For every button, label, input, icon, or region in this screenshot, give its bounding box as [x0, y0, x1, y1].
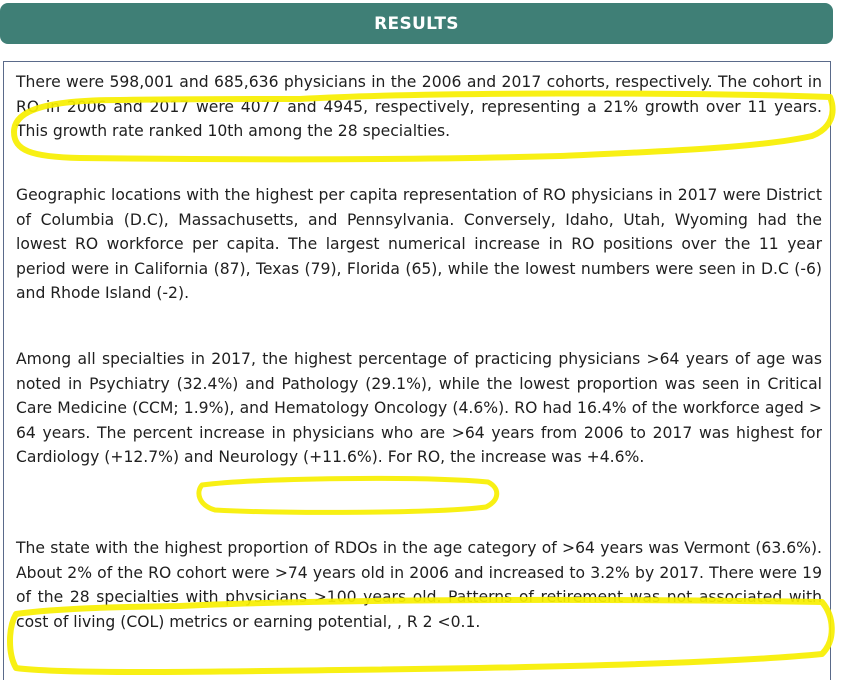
paragraph-retirement-patterns: The state with the highest proportion of RDOs in the age category of >64 years was Vermont (63.6%). About 2% of the RO cohort were >74 years old in 2006 and increased to 3.2% by 2017. There were 19 of the 28 specialties with physicians >100 years old. Patterns of retirement was not associated with cost of living (COL) metrics or earning potential, , R 2 <0.1.	[16, 539, 822, 631]
results-title: RESULTS	[374, 13, 459, 34]
results-header-bar	[0, 3, 833, 44]
paragraph-age-specialties: Among all specialties in 2017, the highest percentage of practicing physicians >64 years of age was noted in Psychiatry (32.4%) and Pathology (29.1%), while the lowest proportion was seen in Critical Care Medicine (CCM; 1.9%), and Hematology Oncology (4.6%). RO had 16.4% of the workforce aged > 64 years. The percent increase in physicians who are >64 years from 2006 to 2017 was highest for Cardiology (+12.7%) and Neurology (+11.6%). For RO, the increase was +4.6%.	[16, 350, 822, 467]
results-content-box	[3, 61, 831, 680]
paragraph-geographic-locations: Geographic locations with the highest per capita representation of RO physicians in 2017 were District of Columbia (D.C), Massachusetts, and Pennsylvania. Conversely, Idaho, Utah, Wyoming had the lowest RO workforce per capita. The largest numerical increase in RO positions over the 11 year period were in California (87), Texas (79), Florida (65), while the lowest numbers were seen in D.C (-6) and Rhode Island (-2).	[16, 186, 822, 303]
paragraph-cohort-growth: There were 598,001 and 685,636 physicians in the 2006 and 2017 cohorts, respectively. The cohort in RO in 2006 and 2017 were 4077 and 4945, respectively, representing a 21% growth over 11 years. This growth rate ranked 10th among the 28 specialties.	[16, 73, 822, 141]
